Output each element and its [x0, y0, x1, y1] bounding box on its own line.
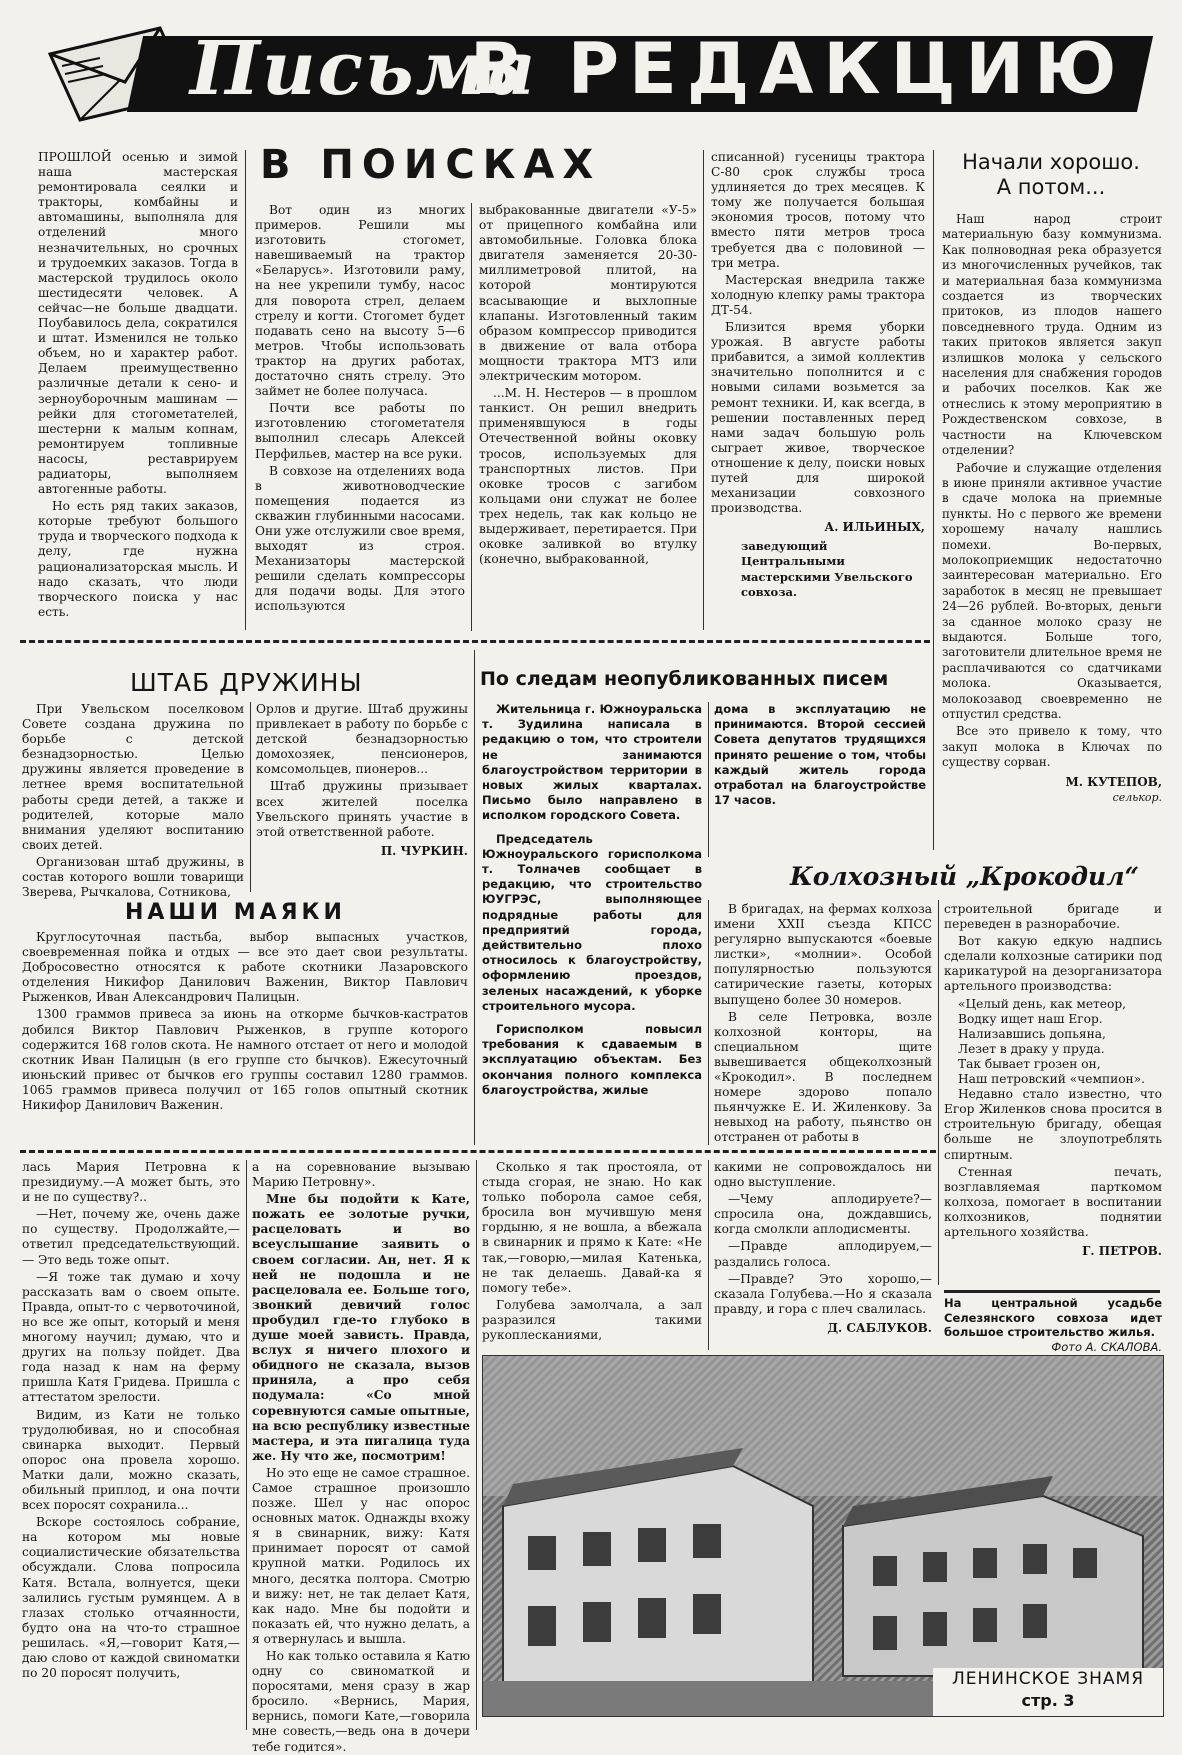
- author-signature: Д. САБЛУКОВ.: [827, 1320, 932, 1335]
- sledam-para: Председатель Южноуральского горисполкома т. Толначев сообщает в редакцию, что строительство ЮУГРЭС, выполняющее подрядные работы для предприятий города, действительно плохо относилось к благоустройству, оформлению проездов, зеленых насаждений, к уборке строительного мусора.: [482, 831, 702, 1013]
- sledam-col1: [482, 702, 702, 1142]
- krokodil-para: Недавно стало известно, что Егор Жиленков снова просится в строительную бригаду, обещая больше не злоупотреблять спиртным.: [944, 1087, 1162, 1162]
- poiskah-para: списанной) гусеницы трактора С-80 срок службы троса удлиняется до трех месяцев. К тому же получается большая экономия тросов, потому что вместо пяти метров троса требуется два с половиной — три метра.: [711, 150, 925, 270]
- nachali-col: [942, 212, 1162, 852]
- poiskah-para: ПРОШЛОЙ осенью и зимой наша мастерская ремонтировала сеялки и тракторы, комбайны и автомашины, выполняла для отделений много незначительных, но срочных и трудоемких заказов. Тогда в мастерской трудилось около шестидесяти человек. А сейчас—не больше двадцати. Поубавилось дела, сократился и штат. Изменился не только объем, но и характер работ. Делаем преимущественно различные детали к сено- и зерноуборочным машинам — рейки для стогометателей, шестерни к малым копнам, ремонтируем топливные насосы, реставрируем радиаторы, выполняем автогенные работы.: [38, 150, 238, 497]
- author-title: селькор.: [1112, 791, 1162, 805]
- poem-line: Наш петровский «чемпион».: [958, 1072, 1145, 1087]
- story-para: —Я тоже так думаю и хочу рассказать вам о своем опыте. Правда, опыт-то с червоточиной, но все же опыт, который и меня многому научил; думаю, что и других на пользу пойдет. Два года назад к нам на ферму пришла Катя Гридева. Пришла с аттестатом зрелости.: [22, 1269, 240, 1405]
- poiskah-col1: [38, 150, 238, 630]
- author-signature: А. ИЛЬИНЫХ,: [824, 520, 925, 535]
- sledam-col2: [714, 702, 926, 857]
- article-title-shtab: ШТАБ ДРУЖИНЫ: [130, 668, 363, 697]
- poem-line: Водку ищет наш Егор.: [958, 1011, 1103, 1026]
- poem-line: «Целый день, как метеор,: [958, 996, 1126, 1011]
- mayaki-col: [22, 930, 468, 1145]
- nachali-title-line1: Начали хорошо.: [962, 150, 1140, 174]
- krokodil-para: Вот какую едкую надпись сделали колхозные сатирики под карикатурой на дезорганизатора артельного производства:: [944, 934, 1162, 994]
- sledam-para: дома в эксплуатацию не принимаются. Второй сессией Совета депутатов трудящихся принято решение о том, чтобы каждый житель города отработал на благоустройстве 17 часов.: [714, 702, 926, 808]
- photo-credit: Фото А. СКАЛОВА.: [1051, 1339, 1162, 1354]
- poem-line: Так бывает грозен он,: [958, 1056, 1101, 1071]
- shtab-para: Штаб дружины призывает всех жителей поселка Увельского принять участие в этой ответственной работе.: [256, 779, 468, 839]
- krokodil-col2: [944, 902, 1162, 1287]
- author-signature: Г. ПЕТРОВ.: [1082, 1244, 1162, 1259]
- footer-paper-name: [933, 1668, 1163, 1716]
- nachali-para: Наш народ строит материальную базу коммунизма. Как полноводная река образуется из многочисленных ручейков, так и материальная база коммунизма создается из творческих притоков, из плодов нашего повседневного труда. Одним из таких притоков является закуп излишков молока у сельского населения для снабжения городов и рабочих поселков. Как же отнеслись к этому мероприятию в Рождественском совхозе, в частности на Ключевском отделении?: [942, 212, 1162, 458]
- article-title-poiskah: В ПОИСКАХ: [260, 142, 602, 188]
- story-para: Но как только оставила я Катю одну со свиноматкой и поросятами, меня сразу в жар бросило. «Вернись, Мария, вернись, помоги Кате,—говорила мне совесть,—ведь она в дочери тебе годится».: [252, 1649, 470, 1754]
- story-para: а на соревнование вызываю Марию Петровну».: [252, 1160, 470, 1190]
- masthead-block-word: В РЕДАКЦИЮ: [470, 28, 1127, 110]
- poiskah-para: В совхозе на отделениях вода в животноводческие помещения подается из скважин глубинными насосами. Они уже отслужили свое время, выходят из строя. Механизаторы мастерской решили сделать компрессоры для подачи воды. Для этого используются: [255, 463, 465, 614]
- story-col2: [252, 1160, 470, 1754]
- story-para: Но это еще не самое страшное. Самое страшное произошло позже. Шел у нас опорос основных маток. Однажды вхожу я в свинарник, вижу: Катя принимает поросят от самой крупной матки. Родилось их много, десятка полтора. Смотрю и вижу: нет, не так делает Катя, как надо. Мне бы подойти и показать ей, что нужно делать, а я отвернулась и вышла.: [252, 1465, 470, 1646]
- nachali-para: Рабочие и служащие отделения в июне приняли активное участие в сдаче молока на приемные пункты. Но с первого же времени хорошему началу нашлись помехи. Во-первых, молокоприемщик недостаточно заинтересован материально. Его заработок в месяц не превышает 24—26 рублей. Во-вторых, деньги за сданное молоко сразу не выдаются. Больше того, заготовители длительное время не расплачиваются со сдатчиками молока. Оказывается, молокозавод своевременно не отпустил средства.: [942, 460, 1162, 721]
- article-title-mayaki: НАШИ МАЯКИ: [125, 900, 346, 925]
- story-para: Сколько я так простояла, от стыда сгорая, не знаю. Но как только поборола самое себя, бросила вон мучившую меня гордыню, я не вошла, а вбежала в свинарник и прямо к Кате: «Не так,—говорю,—милая Катенька, не так делаешь. Давай-ка я помогу тебе».: [482, 1160, 702, 1295]
- masthead-script-word: Письма: [190, 26, 538, 112]
- story-para: лась Мария Петровна к президиуму.—А может быть, это и не по существу?..: [22, 1160, 240, 1205]
- shtab-col2: [256, 702, 468, 892]
- krokodil-para: строительной бригаде и переведен в разнорабочие.: [944, 902, 1162, 932]
- story-col1: [22, 1160, 240, 1730]
- poiskah-para: Близится время уборки урожая. В августе работы прибавится, а зимой коллектив значительно пополнится и с новыми силами возьмется за ремонт техники. И, как всегда, в решении поставленных перед нами задач большую роль сыграет живое, творческое отношение к делу, поиски новых путей для широкой механизации совхозного производства.: [711, 320, 925, 516]
- mayaki-para: Круглосуточная пастьба, выбор выпасных участков, своевременная пойка и отдых — все это дает свои результаты. Добросовестно относятся к работе скотники Лазаровского отделения Никифор Данилович Важенин, Виктор Павлович Рыженков, Иван Александрович Палицын.: [22, 930, 468, 1005]
- story-col4: [714, 1160, 932, 1350]
- story-para: Голубева замолчала, а зал разразился такими рукоплесканиями,: [482, 1297, 702, 1343]
- poem-line: Нализавшись допьяна,: [958, 1026, 1106, 1041]
- nachali-para: Все это привело к тому, что закуп молока в Ключах по существу сорван.: [942, 724, 1162, 770]
- shtab-para: Организован штаб дружины, в состав которого вошли товарищи Зверева, Рычкалова, Сотникова,: [22, 854, 244, 900]
- story-col3: [482, 1160, 702, 1350]
- poiskah-col3: [479, 203, 697, 631]
- article-title-sledam: По следам неопубликованных писем: [480, 668, 889, 690]
- krokodil-para: В селе Петровка, возле колхозной конторы, на специальном щите вывешивается общеколхозный «Крокодил». В последнем номере здорово попало пьянчужке Е. И. Жиленкову. За невыход на работу, пьянство он отстранен от работы в: [714, 1009, 932, 1145]
- masthead: [40, 18, 1150, 128]
- poiskah-para: Почти все работы по изготовлению стогометателя выполнил слесарь Алексей Перфильев, мастер на все руки.: [255, 401, 465, 461]
- poiskah-para: выбракованные двигатели «У-5» от прицепного комбайна или автомобильные. Головка блока двигателя заменяется 20-30-миллиметровой плитой, на которой монтируются всасывающие и выхлопные клапаны. Изготовленный таким образом компрессор приводится в движение от вала отбора мощности трактора МТЗ или электрическим мотором.: [479, 203, 697, 384]
- poiskah-para: ...М. Н. Нестеров — в прошлом танкист. Он решил внедрить применявшуюся в годы Отечественной войны оковку тросов, используемых для транспортных листов. При оковке тросов с загибом кольцами они служат не более трех недель, так как кольцо не выдерживает, перетирается. При оковке заливкой во втулку (конечно, выбракованной,: [479, 386, 697, 567]
- author-signature: М. КУТЕПОВ,: [1065, 774, 1162, 789]
- story-para: —Правде аплодируем,— раздались голоса.: [714, 1239, 932, 1269]
- krokodil-para: В бригадах, на фермах колхоза имени XXII съезда КПСС регулярно выпускаются «боевые листки», «молнии». Особой популярностью пользуются сатирические газеты, которых выпущено более 30 номеров.: [714, 902, 932, 1007]
- shtab-para: При Увельском поселковом Совете создана дружина по борьбе с детской безнадзорностью. Целью дружины является проведение в летнее время воспитательной работы среди детей, а также и родителей, которые мало внимания уделяют воспитанию своих детей.: [22, 702, 244, 852]
- shtab-col1: [22, 702, 244, 900]
- story-para: —Чему аплодируете?—спросила она, дождавшись, когда смолкли аплодисменты.: [714, 1192, 932, 1237]
- photo-caption: [944, 1296, 1162, 1354]
- article-title-nachali: [940, 150, 1162, 200]
- story-para: Видим, из Кати не только трудолюбивая, но и способная свинарка выходит. Первый опорос она провела хорошо. Матки дали, можно сказать, обильный приплод, и она почти всех поросят сохранила...: [22, 1407, 240, 1513]
- story-para: какими не сопровождалось ни одно выступление.: [714, 1160, 932, 1190]
- poiskah-col2: [255, 203, 465, 631]
- sledam-para: Горисполком повысил требования к сдаваемым в эксплуатацию объектам. Без окончания полного комплекса благоустройства, жилые: [482, 1022, 702, 1097]
- author-signature: П. ЧУРКИН.: [380, 843, 468, 858]
- page-number: стр. 3: [1021, 1691, 1075, 1710]
- story-para: —Правде? Это хорошо,—сказала Голубева.—Но я сказала правду, и гора с плеч свалилась.: [714, 1271, 932, 1316]
- poiskah-col4: [711, 150, 925, 630]
- poiskah-para: Мастерская внедрила также холодную клепку рамы трактора ДТ-54.: [711, 272, 925, 317]
- author-title: заведующий Центральными мастерскими Увельского совхоза.: [741, 539, 913, 599]
- story-para: Вскоре состоялось собрание, на котором мы новые социалистические обязательства обсуждали. Слова попросила Катя. Встала, волнуется, щеки залились густым румянцем. А в глазах столько отчаянности, будто она на что-то страшное решилась. «Я,—говорит Катя,—даю слово от каждой свиноматки по 20 поросят получить,: [22, 1515, 240, 1681]
- krokodil-col1: [714, 902, 932, 1145]
- mayaki-para: 1300 граммов привеса за июнь на откорме бычков-кастратов добился Виктор Павлович Рыженков, в группе которого содержится 168 голов скота. Не намного отстает от него и молодой скотник Иван Палицын (в его группе сто бычков). Ежесуточный июньский привес от бычков его группы составил 1280 граммов. 1065 граммов привеса получил от 165 голов опытный скотник Никифор Данилович Важенин.: [22, 1007, 468, 1113]
- poiskah-para: Вот один из многих примеров. Решили мы изготовить стогомет, навешиваемый на трактор «Беларусь». Изготовили раму, на нее укрепили тумбу, насос для поворота стрел, делаем стрелу и когти. Стогомет будет подавать сено на высоту 5—6 метров. Чтобы использовать трактор на других работах, достаточно снять стрелу. Это займет не более получаса.: [255, 203, 465, 399]
- article-title-krokodil: Колхозный „Крокодил“: [790, 862, 1139, 891]
- story-para: —Нет, почему же, очень даже по существу. Продолжайте,—ответил председательствующий.— Это ведь тоже опыт.: [22, 1207, 240, 1267]
- sledam-para: Жительница г. Южноуральска т. Зудилина написала в редакцию о том, что строители не занимаются благоустройством территории в новых жилых кварталах. Письмо было направлено в исполком городского Совета.: [482, 702, 702, 823]
- poiskah-para: Но есть ряд таких заказов, которые требуют большого труда и творческого подхода к делу, где нужна рационализаторская мысль. И надо сказать, что люди творческого поиска у нас есть.: [38, 499, 238, 619]
- story-para: Мне бы подойти к Кате, пожать ее золотые ручки, расцеловать и во всеуслышание заявить о своем согласии. Ан, нет. Я к ней не подошла и не расцеловала ее. Больше того, звонкий девичий голос пробудил где-то глубоко в душе моей зависть. Правда, вслух я ничего плохого и обидного не сказала, вызов приняла, а про себя подумала: «Со мной соревнуются самые опытные, на всю республику известные мастера, и эта пигалица туда же. Ну что же, посмотрим!: [252, 1192, 470, 1463]
- photo-caption-text: На центральной усадьбе Селезянского совхоза идет большое строительство жилья.: [944, 1296, 1162, 1339]
- paper-title: ЛЕНИНСКОЕ ЗНАМЯ: [951, 1669, 1145, 1689]
- construction-photo: [482, 1355, 1164, 1717]
- krokodil-para: Стенная печать, возглавляемая парткомом колхоза, помогает в воспитании колхозников, поднятии артельного хозяйства.: [944, 1164, 1162, 1239]
- nachali-title-line2: А потом...: [996, 175, 1106, 199]
- poem-line: Лезет в драку у пруда.: [958, 1041, 1105, 1056]
- krokodil-poem: [944, 997, 1162, 1088]
- shtab-para: Орлов и другие. Штаб дружины привлекает в работу по борьбе с детской безнадзорностью домохозяек, пенсионеров, комсомольцев, пионеров...: [256, 702, 468, 777]
